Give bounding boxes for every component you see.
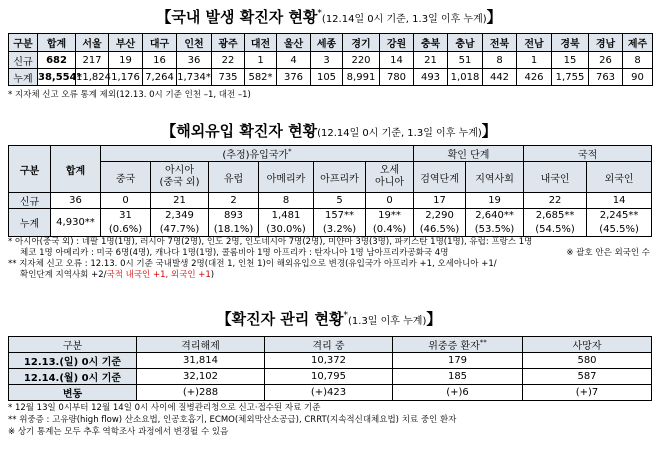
overseas-new-cell: 19 <box>466 193 524 209</box>
overseas-note-3: ** 지자체 신고 오류 : 12.13. 0시 기준 국내발생 2명(대전 1, 인천 1)이 해외유입으로 변경(유입국가 아프리카 +1, 오세아니아 +1/ <box>8 259 497 269</box>
overseas-new-cell: 0 <box>101 193 151 209</box>
domestic-header-cell: 구분 <box>9 34 38 52</box>
overseas-cum-cell: 31 <box>101 209 151 223</box>
overseas-pct-cell: (53.5%) <box>466 223 524 237</box>
overseas-new-cell: 8 <box>259 193 314 209</box>
management-cell: 10,795 <box>265 369 393 385</box>
domestic-header-cell: 경남 <box>589 34 623 52</box>
domestic-cell: 21 <box>414 52 448 69</box>
management-cell: 10,372 <box>265 353 393 369</box>
management-row-label: 12.14.(월) 0시 기준 <box>9 369 137 385</box>
management-cell: 587 <box>523 369 652 385</box>
domestic-cell: 15 <box>552 52 589 69</box>
overseas-h-europe: 유럽 <box>209 162 259 193</box>
management-title <box>0 308 658 329</box>
overseas-h-total: 합계 <box>51 146 101 193</box>
management-table <box>8 336 652 401</box>
overseas-note-1: * 아시아(중국 외) : 네팔 1명(1명), 러시아 7명(2명), 인도 2명, 인도네시아 7명(2명), 미얀마 3명(3명), 파키스탄 1명(1명), 유럽: 프랑스 1명 <box>8 237 533 247</box>
domestic-cell: 105 <box>311 69 343 86</box>
overseas-new-cell: 17 <box>414 193 466 209</box>
domestic-note: * 지자체 신고 오류 통계 제외(12.13. 0시 기준 인천 –1, 대전 –1) <box>8 90 251 100</box>
management-row <box>9 353 652 369</box>
overseas-new-label: 신규 <box>9 193 51 209</box>
overseas-h-quarantine: 검역단계 <box>414 162 466 193</box>
domestic-cell: 763 <box>589 69 623 86</box>
domestic-cell: 1,755 <box>552 69 589 86</box>
domestic-header-cell: 대전 <box>245 34 277 52</box>
domestic-table <box>8 33 653 86</box>
overseas-note-2-text: 체코 1명 아메리카 : 미국 6명(4명), 캐나다 1명(1명), 콜롬비아 1명 아프리카 : 탄자니아 1명 남아프리카공화국 4명 <box>20 248 449 258</box>
management-cell: (+)7 <box>523 385 652 401</box>
management-row-label: 12.13.(일) 0시 기준 <box>9 353 137 369</box>
management-title-end: 】 <box>426 310 442 328</box>
management-row <box>9 385 652 401</box>
overseas-pct-cell: (0.4%) <box>366 223 414 237</box>
overseas-pct-cell: (3.2%) <box>314 223 366 237</box>
domestic-title-sup: * <box>317 8 322 19</box>
domestic-cell: 376 <box>277 69 311 86</box>
domestic-new-row <box>9 52 653 69</box>
overseas-h-korean: 내국인 <box>524 162 587 193</box>
domestic-header-cell: 전북 <box>483 34 517 52</box>
overseas-h-gubun: 구분 <box>9 146 51 193</box>
overseas-pct-cell: (46.5%) <box>414 223 466 237</box>
management-cell: 32,102 <box>137 369 265 385</box>
management-cell: (+)423 <box>265 385 393 401</box>
domestic-cell: 1 <box>517 52 552 69</box>
management-h-gubun: 구분 <box>9 337 137 353</box>
overseas-cum-cell: 2,349 <box>151 209 209 223</box>
domestic-header-row <box>9 34 653 52</box>
domestic-cell: 8,991 <box>343 69 380 86</box>
overseas-h-community: 지역사회 <box>466 162 524 193</box>
overseas-h-america: 아메리카 <box>259 162 314 193</box>
overseas-cum-total: 4,930** <box>51 209 101 237</box>
management-cell: 179 <box>393 353 523 369</box>
domestic-cell: 38,554* <box>38 69 76 86</box>
domestic-title-sub: (12.14일 0시 기준, 1.3일 이후 누계) <box>321 14 487 25</box>
domestic-header-cell: 충남 <box>448 34 483 52</box>
overseas-note-4 <box>20 270 214 281</box>
domestic-header-cell: 충북 <box>414 34 448 52</box>
overseas-h-africa: 아프리카 <box>314 162 366 193</box>
overseas-new-cell: 0 <box>366 193 414 209</box>
domestic-header-cell: 세종 <box>311 34 343 52</box>
management-h-deaths: 사망자 <box>523 337 652 353</box>
domestic-header-cell: 부산 <box>109 34 143 52</box>
overseas-title-main: 【해외유입 확진자 현황 <box>161 122 318 140</box>
overseas-cum-cell: 1,481 <box>259 209 314 223</box>
domestic-row-label: 누계 <box>9 69 38 86</box>
management-h-released: 격리해제 <box>137 337 265 353</box>
domestic-header-cell: 서울 <box>76 34 109 52</box>
domestic-header-cell: 합계 <box>38 34 76 52</box>
domestic-cell: 735 <box>212 69 245 86</box>
overseas-note-4a: 확인단계 지역사회 +2/ <box>20 270 107 280</box>
overseas-new-row <box>9 193 652 209</box>
domestic-cum-row <box>9 69 653 86</box>
overseas-new-cell: 22 <box>524 193 587 209</box>
overseas-table <box>8 145 652 237</box>
management-cell: (+)288 <box>137 385 265 401</box>
domestic-cell: 682 <box>38 52 76 69</box>
overseas-h-foreign: 외국인 <box>587 162 652 193</box>
management-cell: 31,814 <box>137 353 265 369</box>
overseas-cum-cell: 2,245** <box>587 209 652 223</box>
overseas-header-sub-row <box>9 162 652 193</box>
domestic-cell: 582* <box>245 69 277 86</box>
overseas-pct-cell: (18.1%) <box>209 223 259 237</box>
management-h-isolated: 격리 중 <box>265 337 393 353</box>
overseas-title-sub: (12.14일 0시 기준, 1.3일 이후 누계) <box>317 128 482 139</box>
overseas-pct-row <box>9 223 652 237</box>
domestic-cell: 1,018 <box>448 69 483 86</box>
overseas-h-china: 중국 <box>101 162 151 193</box>
domestic-cell: 8 <box>483 52 517 69</box>
domestic-cell: 11,824 <box>76 69 109 86</box>
overseas-note-4c: ) <box>210 270 215 280</box>
overseas-pct-cell: (30.0%) <box>259 223 314 237</box>
domestic-cell: 780 <box>380 69 414 86</box>
domestic-cell: 36 <box>177 52 212 69</box>
overseas-cum-label: 누계 <box>9 209 51 237</box>
domestic-cell: 220 <box>343 52 380 69</box>
overseas-new-total: 36 <box>51 193 101 209</box>
domestic-cell: 426 <box>517 69 552 86</box>
overseas-cum-cell: 157** <box>314 209 366 223</box>
overseas-cum-row <box>9 209 652 223</box>
domestic-title-main: 【국내 발생 확진자 현황 <box>156 8 318 26</box>
domestic-header-cell: 광주 <box>212 34 245 52</box>
management-header-row <box>9 337 652 353</box>
domestic-cell: 51 <box>448 52 483 69</box>
management-note-2: ** 위중증 : 고유량(high flow) 산소요법, 인공호흡기, ECMO(체외막산소공급), CRRT(지속적신대체요법) 치료 중인 환자 <box>8 415 457 425</box>
management-row-label: 변동 <box>9 385 137 401</box>
management-note-1: * 12월 13일 0시부터 12월 14일 0시 사이에 질병관리청으로 신고·접수된 자료 기준 <box>8 403 321 413</box>
domestic-cell: 1,176 <box>109 69 143 86</box>
overseas-new-cell: 14 <box>587 193 652 209</box>
domestic-cell: 4 <box>277 52 311 69</box>
management-cell: 185 <box>393 369 523 385</box>
domestic-cell: 7,264 <box>143 69 177 86</box>
overseas-pct-cell: (47.7%) <box>151 223 209 237</box>
overseas-h-group3: 국적 <box>524 146 652 162</box>
management-title-sub: (1.3일 이후 누계) <box>348 316 427 327</box>
overseas-new-cell: 2 <box>209 193 259 209</box>
domestic-title <box>0 6 658 27</box>
overseas-cum-cell: 2,640** <box>466 209 524 223</box>
management-title-main: 【확진자 관리 현황 <box>216 310 344 328</box>
overseas-pct-cell: (54.5%) <box>524 223 587 237</box>
domestic-cell: 3 <box>311 52 343 69</box>
overseas-header-group-row <box>9 146 652 162</box>
overseas-new-cell: 21 <box>151 193 209 209</box>
overseas-pct-cell: (45.5%) <box>587 223 652 237</box>
overseas-title <box>0 120 658 141</box>
overseas-h-group1: (추정)유입국가* <box>101 146 414 162</box>
management-h-critical: 위중증 환자** <box>393 337 523 353</box>
domestic-header-cell: 인천 <box>177 34 212 52</box>
overseas-cum-cell: 893 <box>209 209 259 223</box>
domestic-cell: 493 <box>414 69 448 86</box>
domestic-header-cell: 경북 <box>552 34 589 52</box>
management-cell: (+)6 <box>393 385 523 401</box>
domestic-header-cell: 경기 <box>343 34 380 52</box>
overseas-cum-cell: 2,685** <box>524 209 587 223</box>
overseas-note-2 <box>20 248 650 259</box>
domestic-header-cell: 제주 <box>623 34 653 52</box>
domestic-cell: 90 <box>623 69 653 86</box>
domestic-cell: 26 <box>589 52 623 69</box>
domestic-row-label: 신규 <box>9 52 38 69</box>
domestic-cell: 1 <box>245 52 277 69</box>
domestic-cell: 8 <box>623 52 653 69</box>
management-note-3: ※ 상기 통계는 모두 추후 역학조사 과정에서 변경될 수 있음 <box>8 427 229 437</box>
overseas-note-2b: ※ 괄호 안은 외국인 수 <box>566 248 650 258</box>
domestic-cell: 14 <box>380 52 414 69</box>
overseas-h-asia: 아시아 (중국 외) <box>151 162 209 193</box>
overseas-cum-cell: 19** <box>366 209 414 223</box>
domestic-cell: 1,734* <box>177 69 212 86</box>
management-title-sup: * <box>343 310 348 321</box>
domestic-cell: 19 <box>109 52 143 69</box>
domestic-header-cell: 강원 <box>380 34 414 52</box>
domestic-header-cell: 대구 <box>143 34 177 52</box>
overseas-new-cell: 5 <box>314 193 366 209</box>
management-cell: 580 <box>523 353 652 369</box>
domestic-header-cell: 전남 <box>517 34 552 52</box>
domestic-cell: 16 <box>143 52 177 69</box>
domestic-header-cell: 울산 <box>277 34 311 52</box>
overseas-note-4b: 국적 내국인 +1, 외국인 +1 <box>106 270 211 280</box>
overseas-h-group2: 확인 단계 <box>414 146 524 162</box>
overseas-cum-cell: 2,290 <box>414 209 466 223</box>
domestic-cell: 22 <box>212 52 245 69</box>
overseas-title-end: 】 <box>481 122 497 140</box>
domestic-title-end: 】 <box>486 8 502 26</box>
domestic-cell: 442 <box>483 69 517 86</box>
management-row <box>9 369 652 385</box>
overseas-h-oceania: 오세 아니아 <box>366 162 414 193</box>
overseas-pct-cell: (0.6%) <box>101 223 151 237</box>
domestic-cell: 217 <box>76 52 109 69</box>
